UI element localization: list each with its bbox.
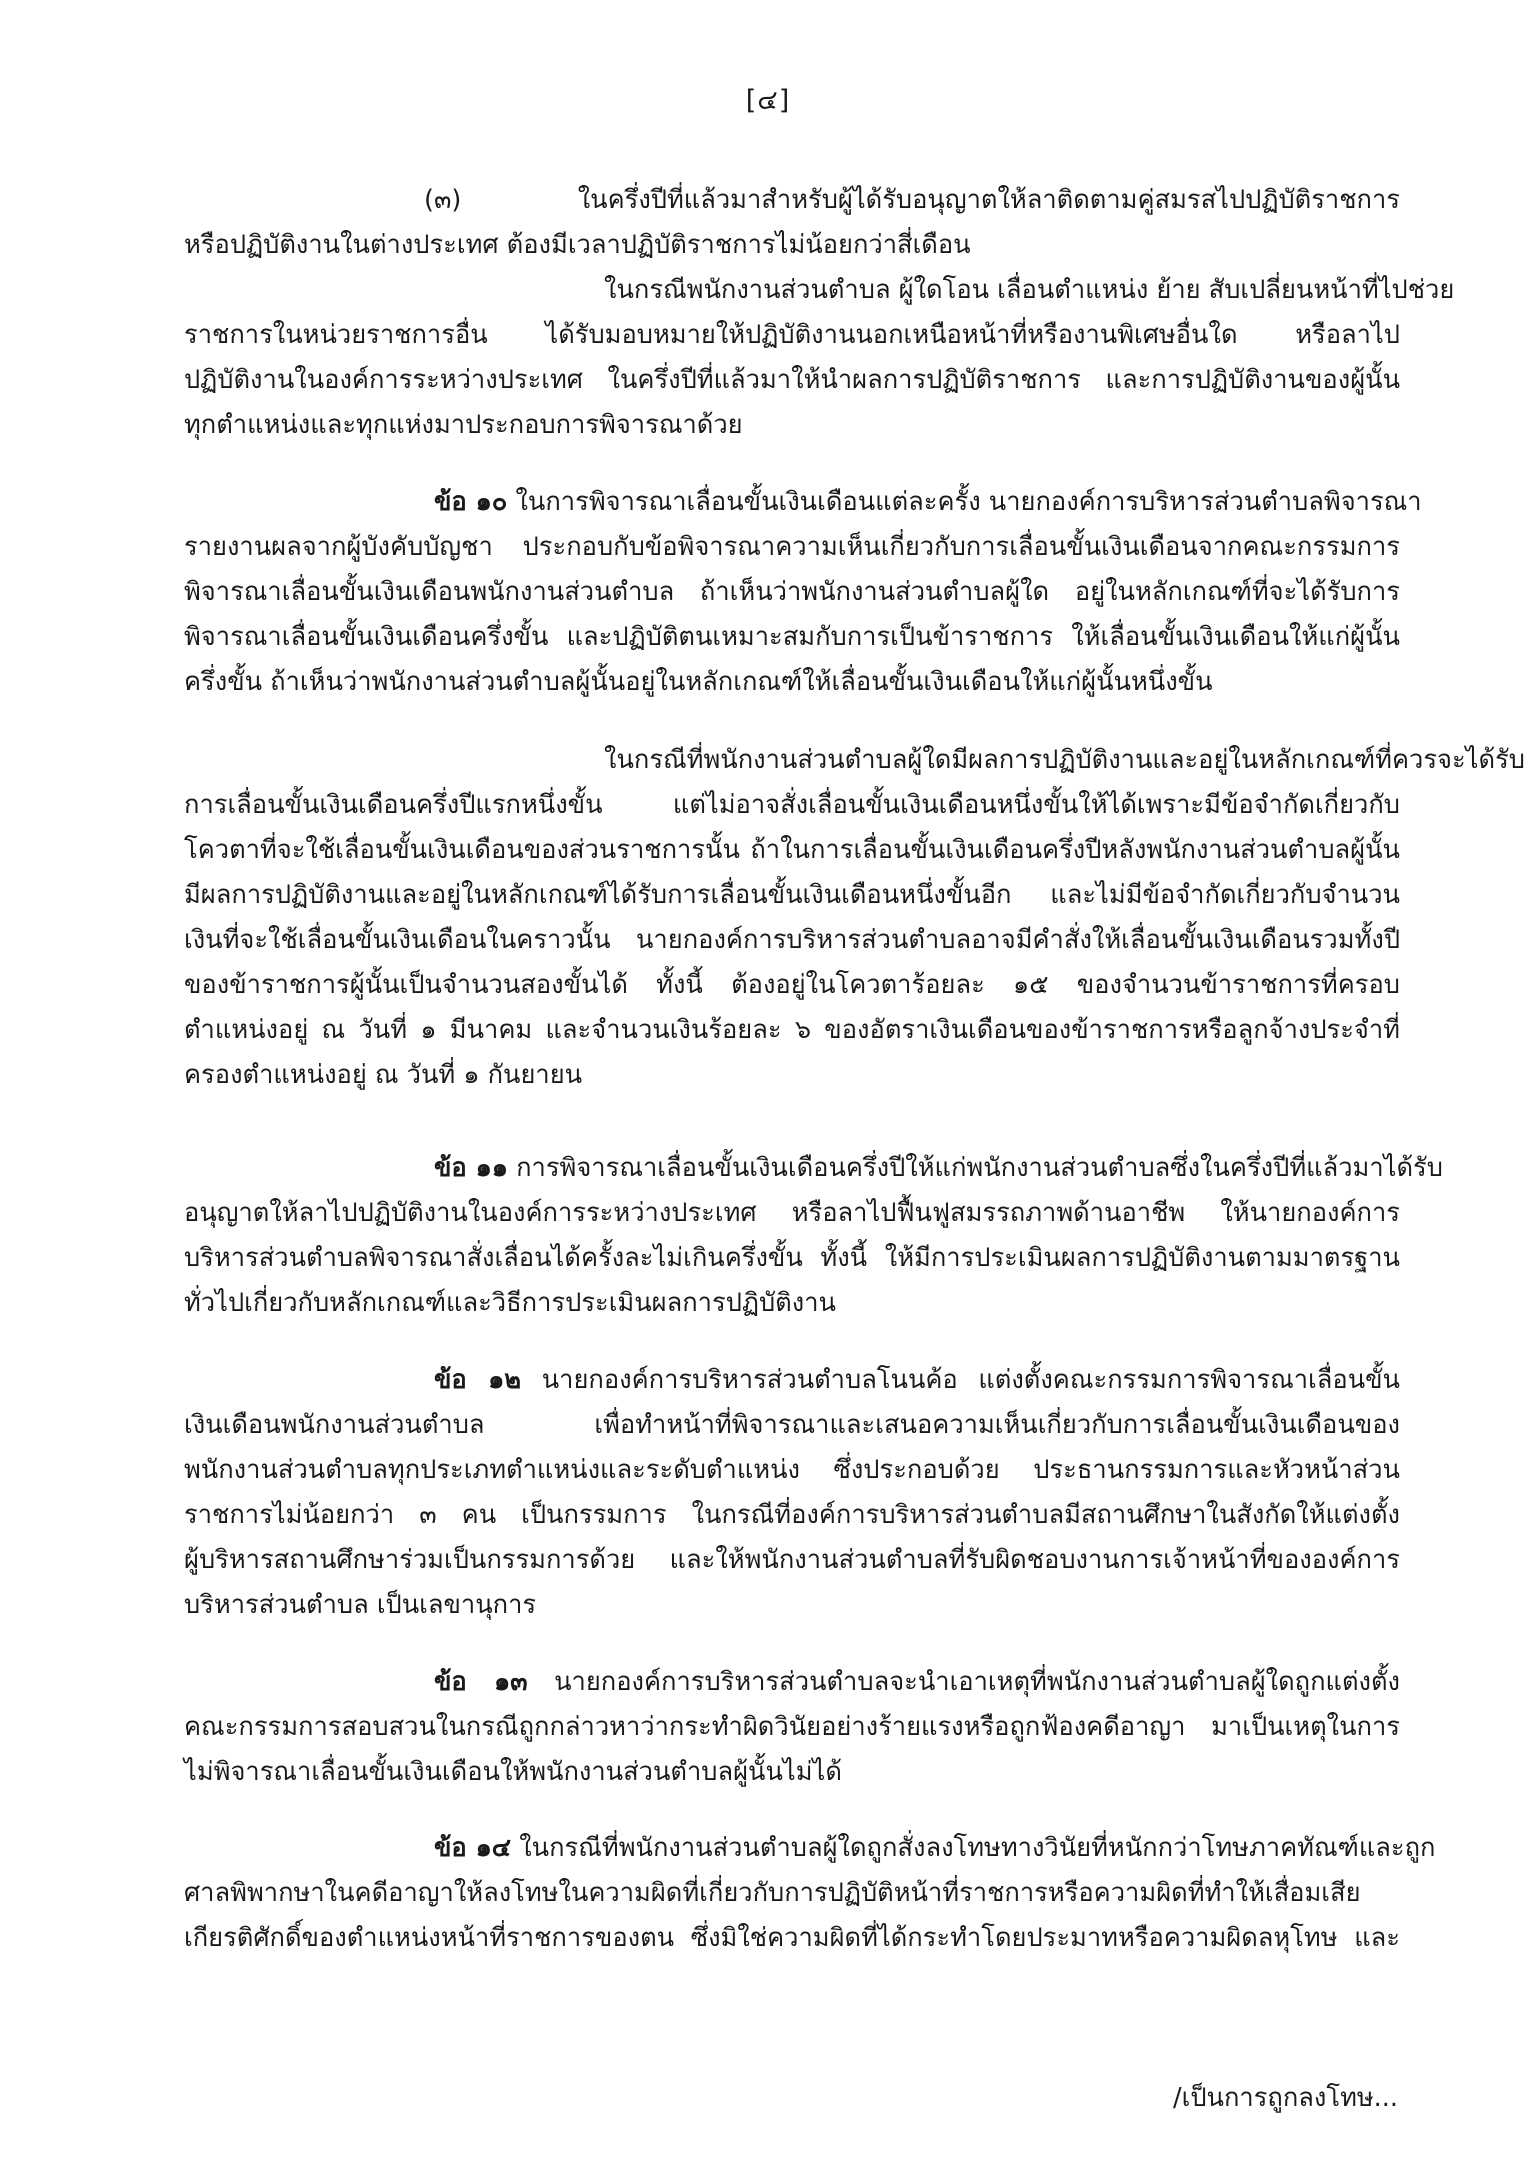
paragraph-line: ครึ่งขั้น ถ้าเห็นว่าพนักงานส่วนตำบลผู้นั้นอยู่ในหลักเกณฑ์ให้เลื่อนขั้นเงินเดือนให้แก่ผู้นั้นหนึ่งขั้น [184, 667, 1213, 697]
clause-11 [184, 1146, 1443, 1326]
paragraph-line: ในกรณีพนักงานส่วนตำบล ผู้ใดโอน เลื่อนตำแหน่ง ย้าย สับเปลี่ยนหน้าที่ไปช่วย [604, 275, 1455, 305]
paragraph-line: ปฏิบัติงานในองค์การระหว่างประเทศ ในครึ่งปีที่แล้วมาให้นำผลการปฏิบัติราชการ และการปฏิบัติงานของผู้นั้น [184, 365, 1400, 395]
continuation-footer: /เป็นการถูกลงโทษ... [1173, 2083, 1398, 2113]
clause-number: ข้อ ๑๐ [434, 487, 508, 517]
clause-number: ข้อ ๑๒ [434, 1365, 522, 1395]
clause-14 [184, 1826, 1436, 1961]
paragraph-line: ราชการไม่น้อยกว่า ๓ คน เป็นกรรมการ ในกรณีที่องค์การบริหารส่วนตำบลมีสถานศึกษาในสังกัดให้แต่งตั้ง [184, 1500, 1400, 1530]
paragraph-line [184, 1146, 1443, 1191]
paragraph-line: มีผลการปฏิบัติงานและอยู่ในหลักเกณฑ์ได้รับการเลื่อนขั้นเงินเดือนหนึ่งขั้นอีก และไม่มีข้อจำกัดเกี่ยวกับจำนวน [184, 880, 1400, 910]
paragraph-line: ไม่พิจารณาเลื่อนขั้นเงินเดือนให้พนักงานส่วนตำบลผู้นั้นไม่ได้ [184, 1757, 842, 1787]
paragraph-line: อนุญาตให้ลาไปปฏิบัติงานในองค์การระหว่างประเทศ หรือลาไปฟื้นฟูสมรรถภาพด้านอาชีพ ให้นายกองค์การ [184, 1198, 1400, 1228]
paragraph-line: บริหารส่วนตำบล เป็นเลขานุการ [184, 1590, 537, 1620]
clause-text: นายกองค์การบริหารส่วนตำบลโนนค้อ แต่งตั้งคณะกรรมการพิจารณาเลื่อนขั้น [521, 1365, 1400, 1395]
paragraph-line: พนักงานส่วนตำบลทุกประเภทตำแหน่งและระดับตำแหน่ง ซึ่งประกอบด้วย ประธานกรรมการและหัวหน้าส่วน [184, 1455, 1400, 1485]
paragraph-line [184, 1358, 1400, 1403]
paragraph-quota [184, 738, 1525, 1098]
paragraph-line: คณะกรรมการสอบสวนในกรณีถูกกล่าวหาว่ากระทำผิดวินัยอย่างร้ายแรงหรือถูกฟ้องคดีอาญา มาเป็นเหตุในการ [184, 1712, 1400, 1742]
clause-text: ในกรณีที่พนักงานส่วนตำบลผู้ใดถูกสั่งลงโทษทางวินัยที่หนักกว่าโทษภาคทัณฑ์และถูก [511, 1833, 1436, 1863]
paragraph-line: ตำแหน่งอยู่ ณ วันที่ ๑ มีนาคม และจำนวนเงินร้อยละ ๖ ของอัตราเงินเดือนของข้าราชการหรือลูกจ้างประจำที่ [184, 1015, 1400, 1045]
clause-10 [184, 480, 1422, 705]
paragraph-line: เกียรติศักดิ์ของตำแหน่งหน้าที่ราชการของตน ซึ่งมิใช่ความผิดที่ได้กระทำโดยประมาทหรือความผิดลหุโทษ และ [184, 1923, 1400, 1953]
clause-13 [184, 1660, 1400, 1795]
clause-text: ในการพิจารณาเลื่อนขั้นเงินเดือนแต่ละครั้ง นายกองค์การบริหารส่วนตำบลพิจารณา [507, 487, 1422, 517]
paragraph-line: (๓) ในครึ่งปีที่แล้วมาสำหรับผู้ได้รับอนุญาตให้ลาติดตามคู่สมรสไปปฏิบัติราชการ [424, 185, 1400, 215]
clause-text: นายกองค์การบริหารส่วนตำบลจะนำเอาเหตุที่พนักงานส่วนตำบลผู้ใดถูกแต่งตั้ง [527, 1667, 1400, 1697]
paragraph-line: หรือปฏิบัติงานในต่างประเทศ ต้องมีเวลาปฏิบัติราชการไม่น้อยกว่าสี่เดือน [184, 230, 971, 260]
paragraph-line: บริหารส่วนตำบลพิจารณาสั่งเลื่อนได้ครั้งละไม่เกินครึ่งขั้น ทั้งนี้ ให้มีการประเมินผลการปฏิบัติงานตามมาตรฐาน [184, 1243, 1400, 1273]
paragraph-transfer [184, 268, 1455, 448]
paragraph-line: รายงานผลจากผู้บังคับบัญชา ประกอบกับข้อพิจารณาความเห็นเกี่ยวกับการเลื่อนขั้นเงินเดือนจากคณะกรรมการ [184, 532, 1400, 562]
paragraph-line: ครองตำแหน่งอยู่ ณ วันที่ ๑ กันยายน [184, 1060, 583, 1090]
page-number: [๔] [745, 85, 791, 116]
paragraph-line: โควตาที่จะใช้เลื่อนขั้นเงินเดือนของส่วนราชการนั้น ถ้าในการเลื่อนขั้นเงินเดือนครึ่งปีหลังพนักงานส่วนตำบลผู้นั้น [184, 835, 1400, 865]
paragraph-line: เงินเดือนพนักงานส่วนตำบล เพื่อทำหน้าที่พิจารณาและเสนอความเห็นเกี่ยวกับการเลื่อนขั้นเงินเดือนของ [184, 1410, 1400, 1440]
paragraph-line: ราชการในหน่วยราชการอื่น ได้รับมอบหมายให้ปฏิบัติงานนอกเหนือหน้าที่หรืองานพิเศษอื่นใด หรือลาไป [184, 320, 1400, 350]
paragraph-line: ทุกตำแหน่งและทุกแห่งมาประกอบการพิจารณาด้วย [184, 410, 743, 440]
clause-number: ข้อ ๑๓ [434, 1667, 528, 1697]
paragraph-line: พิจารณาเลื่อนขั้นเงินเดือนครึ่งขั้น และปฏิบัติตนเหมาะสมกับการเป็นข้าราชการ ให้เลื่อนขั้นเงินเดือนให้แก่ผู้นั้น [184, 622, 1400, 652]
paragraph-line: ของข้าราชการผู้นั้นเป็นจำนวนสองขั้นได้ ทั้งนี้ ต้องอยู่ในโควตาร้อยละ ๑๕ ของจำนวนข้าราชการที่ครอบ [184, 970, 1400, 1000]
paragraph-item-3 [184, 178, 1400, 268]
paragraph-line: พิจารณาเลื่อนขั้นเงินเดือนพนักงานส่วนตำบล ถ้าเห็นว่าพนักงานส่วนตำบลผู้ใด อยู่ในหลักเกณฑ์ที่จะได้รับการ [184, 577, 1400, 607]
clause-number: ข้อ ๑๔ [434, 1833, 512, 1863]
paragraph-line: ผู้บริหารสถานศึกษาร่วมเป็นกรรมการด้วย และให้พนักงานส่วนตำบลที่รับผิดชอบงานการเจ้าหน้าที่ขององค์การ [184, 1545, 1400, 1575]
paragraph-line: ศาลพิพากษาในคดีอาญาให้ลงโทษในความผิดที่เกี่ยวกับการปฏิบัติหน้าที่ราชการหรือความผิดที่ทำให้เสื่อมเสีย [184, 1878, 1361, 1908]
paragraph-line: การเลื่อนขั้นเงินเดือนครึ่งปีแรกหนึ่งขั้น แต่ไม่อาจสั่งเลื่อนขั้นเงินเดือนหนึ่งขั้นให้ได้เพราะมีข้อจำกัดเกี่ยวกับ [184, 790, 1400, 820]
paragraph-line [184, 480, 1422, 525]
clause-text: การพิจารณาเลื่อนขั้นเงินเดือนครึ่งปีให้แก่พนักงานส่วนตำบลซึ่งในครึ่งปีที่แล้วมาได้รับ [508, 1153, 1443, 1183]
paragraph-line [184, 1826, 1436, 1871]
paragraph-line: ในกรณีที่พนักงานส่วนตำบลผู้ใดมีผลการปฏิบัติงานและอยู่ในหลักเกณฑ์ที่ควรจะได้รับ [604, 745, 1525, 775]
clause-12 [184, 1358, 1400, 1628]
paragraph-line: เงินที่จะใช้เลื่อนขั้นเงินเดือนในคราวนั้น นายกองค์การบริหารส่วนตำบลอาจมีคำสั่งให้เลื่อนขั้นเงินเดือนรวมทั้งปี [184, 925, 1400, 955]
paragraph-line [184, 1660, 1400, 1705]
paragraph-line: ทั่วไปเกี่ยวกับหลักเกณฑ์และวิธีการประเมินผลการปฏิบัติงาน [184, 1288, 836, 1318]
clause-number: ข้อ ๑๑ [434, 1153, 508, 1183]
